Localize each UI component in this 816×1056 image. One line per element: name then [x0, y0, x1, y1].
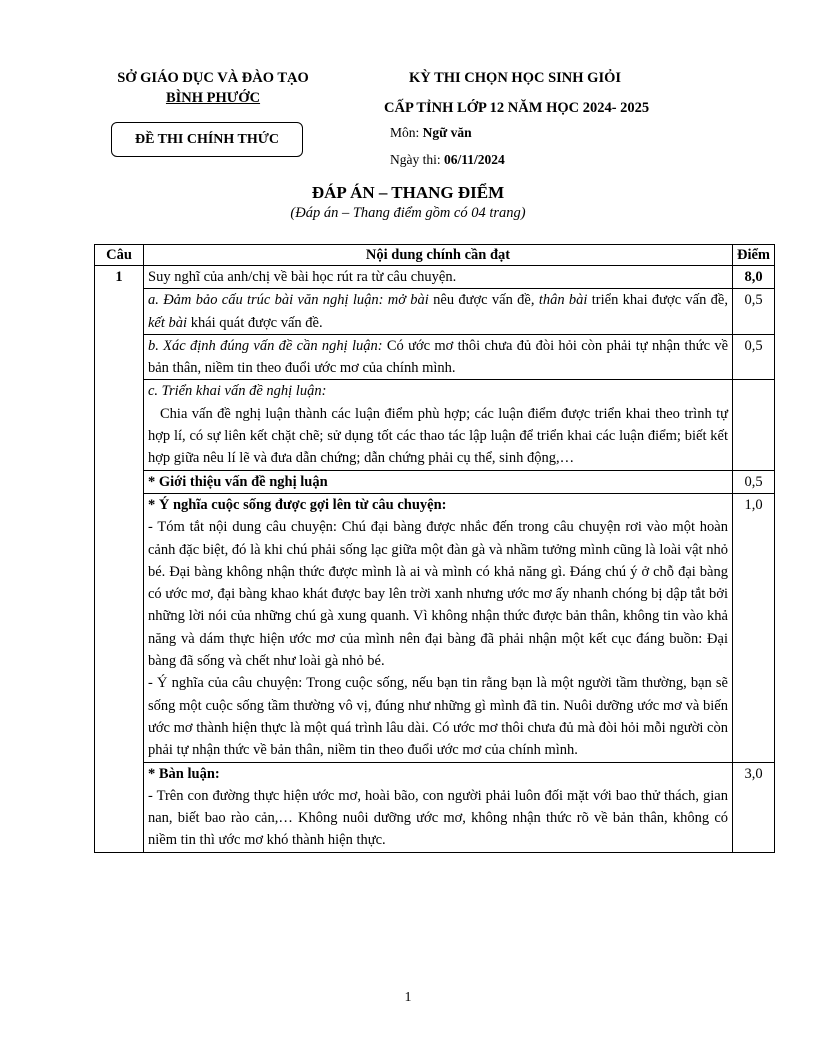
criterion-text: nêu được vấn đề, [433, 292, 535, 309]
department-name: SỞ GIÁO DỤC VÀ ĐÀO TẠO [117, 70, 309, 86]
section-paragraph: - Ý nghĩa của câu chuyện: Trong cuộc sống, nếu bạn tin rằng bạn là một người tầm thường, bạn sẽ sống một cuộc sống tầm thường vô vị, đúng như những gì mình đã tin. Nuôi dưỡng ước mơ và biến ước mơ thành hiện thực là một quá trình lâu dài. Có ước mơ thôi chưa đủ mà đòi hỏi mỗi người còn phải tự nhận thức về bản thân, niềm tin theo đuổi ước mơ của chính mình. [148, 675, 728, 759]
header-question: Câu [95, 245, 144, 266]
table-row [95, 470, 775, 493]
exam-title-line2: CẤP TỈNH LỚP 12 NĂM HỌC 2024- 2025 [384, 100, 650, 116]
criterion-structure [144, 289, 733, 335]
table-row [95, 762, 775, 852]
section-introduction: * Giới thiệu vấn đề nghị luận [144, 470, 733, 493]
date-line [390, 152, 505, 168]
table-row [95, 493, 775, 762]
subject-line [390, 125, 472, 141]
section-paragraph: - Tóm tắt nội dung câu chuyện: Chú đại bàng được nhắc đến trong câu chuyện rơi vào một hoàn cảnh đặc biệt, đó là khi chú phải sống lạc giữa một đàn gà và nhầm tưởng mình cũng là loài vật nhỏ bé. Đại bàng không nhận thức được mình là ai và mình có khả năng gì. Đáng chú ý ở chỗ đại bàng có ước mơ, đại bàng khao khát được bay lên trời xanh nhưng ước mơ ấy nhanh chóng bị dập tắt bởi những lời nói của những chú gà xung quanh. Vì không nhận thức được bản thân, không tin vào khả năng và dám thực hiện ước mơ của mình nên đại bàng đã phải nhận một kết cục đáng buồn: Đại bàng đã sống và chết như loài gà nhỏ bé. [148, 519, 728, 670]
table-row [95, 334, 775, 380]
section-meaning [144, 493, 733, 762]
section-heading: * Bàn luận: [148, 765, 220, 782]
department-header [88, 68, 338, 108]
section-paragraph: - Trên con đường thực hiện ước mơ, hoài bão, con người phải luôn đối mặt với bao thử thách, gian nan, biết bao rào cản,… Không nuôi dưỡng ước mơ, không nhận thức rõ về bản thân, không có niềm tin thì ước mơ khó thành hiện thực. [148, 787, 728, 849]
subject-label: Môn: [390, 125, 420, 140]
section-heading: * Ý nghĩa cuộc sống được gợi lên từ câu chuyện: [148, 496, 447, 513]
criterion-text: Có ước mơ thôi chưa đủ đòi hỏi còn phải tự nhận thức về bản thân, niềm tin theo đuổi ước mơ của chính mình. [148, 337, 728, 377]
criterion-text: triển khai được vấn đề, [591, 292, 728, 309]
term-conclusion: kết bài [148, 314, 188, 331]
section-discussion [144, 762, 733, 852]
term-body: thân bài [538, 292, 588, 309]
criterion-text: khái quát được vấn đề. [190, 314, 323, 331]
criterion-issue [144, 334, 733, 380]
question-number: 1 [95, 266, 144, 853]
exam-title-line1: KỲ THI CHỌN HỌC SINH GIỎI [408, 70, 622, 86]
page-number: 1 [404, 990, 412, 1005]
score-cell: 8,0 [733, 266, 775, 289]
criterion-label: a. Đảm bảo cấu trúc bài văn nghị luận: [148, 292, 384, 309]
date-label: Ngày thi: [390, 152, 441, 167]
score-cell: 0,5 [733, 334, 775, 380]
province-name: BÌNH PHƯỚC [165, 90, 261, 106]
score-cell: 0,5 [733, 289, 775, 335]
term-intro: mở bài [387, 292, 429, 309]
table-header-row [95, 245, 775, 266]
table-row [95, 266, 775, 289]
date-value: 06/11/2024 [444, 152, 505, 167]
table-row [95, 380, 775, 470]
header-content: Nội dung chính cần đạt [144, 245, 733, 266]
header-score: Điểm [733, 245, 775, 266]
official-exam-badge: ĐỀ THI CHÍNH THỨC [111, 122, 303, 157]
criterion-text: Chia vấn đề nghị luận thành các luận điểm phù hợp; các luận điểm được triển khai theo trình tự hợp lí, có sự liên kết chặt chẽ; sử dụng tốt các thao tác lập luận để triển khai các luận điểm; biết kết hợp giữa nêu lí lẽ và đưa dẫn chứng; dẫn chứng phải cụ thể, sinh động,… [148, 405, 728, 467]
criterion-label: b. Xác định đúng vấn đề cần nghị luận: [148, 337, 383, 354]
table-row [95, 289, 775, 335]
subject-value: Ngữ văn [422, 125, 472, 140]
score-cell-empty [733, 380, 775, 470]
document-title: ĐÁP ÁN – THANG ĐIỂM [311, 183, 505, 202]
document-subtitle: (Đáp án – Thang điểm gồm có 04 trang) [290, 205, 526, 221]
criterion-development [144, 380, 733, 470]
exam-header [384, 68, 734, 121]
question-prompt: Suy nghĩ của anh/chị về bài học rút ra từ câu chuyện. [144, 266, 733, 289]
score-cell: 1,0 [733, 493, 775, 762]
score-cell: 0,5 [733, 470, 775, 493]
score-cell: 3,0 [733, 762, 775, 852]
criterion-label: c. Triển khai vấn đề nghị luận: [148, 383, 327, 400]
grading-table [94, 244, 775, 853]
